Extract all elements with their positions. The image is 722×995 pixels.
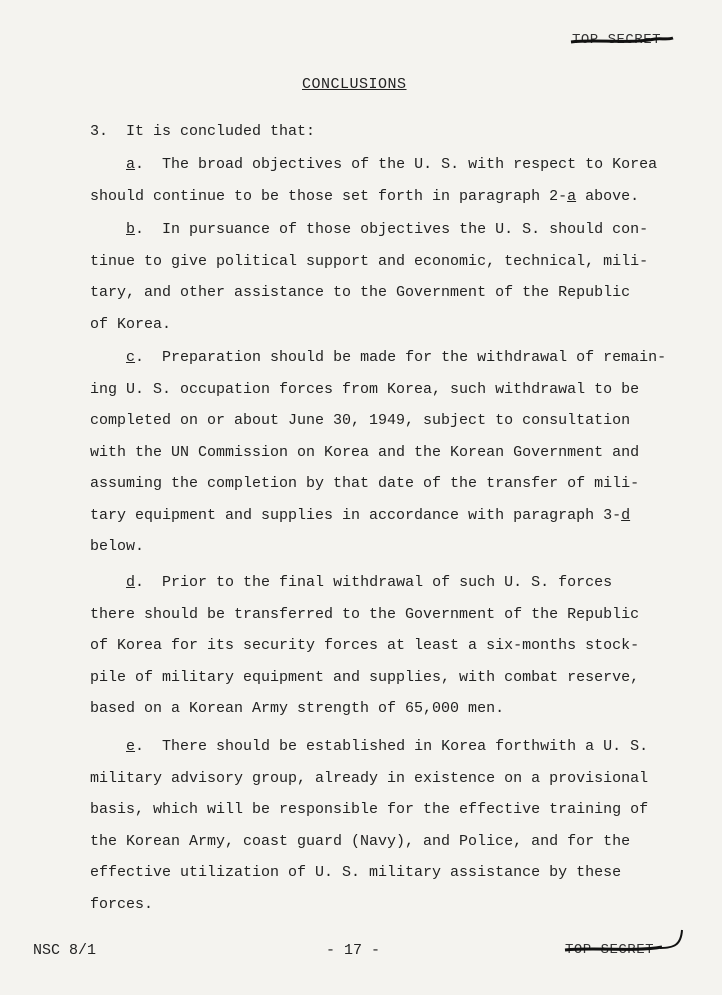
bottom-classification-text: TOP SECRET [565,942,655,958]
paragraph-text: of Korea for its security forces at least a six-months stock- [90,637,640,654]
paragraph-letter: b [126,221,136,238]
paragraph-text: basis, which will be responsible for the effective training of [90,801,649,818]
paragraph-text: . Preparation should be made for the withdrawal of remain- [135,349,667,366]
paragraph-letter: e [126,738,136,755]
paragraph-text: . Prior to the final withdrawal of such U. S. forces [135,574,613,591]
paragraph-text: forces. [90,895,154,913]
paragraph-text: tary, and other assistance to the Government of the Republic [90,284,631,301]
paragraph-text: military advisory group, already in existence on a provisional [90,769,649,787]
paragraph-text: below. [90,538,145,555]
paragraph-letter: c [126,349,136,366]
paragraph-text: tary equipment and supplies in accordance with paragraph 3- [90,506,622,524]
paragraph-3d [90,567,690,725]
document-id: NSC 8/1 [33,942,97,959]
paragraph-text: based on a Korean Army strength of 65,000 men. [90,700,505,717]
paragraph-text: effective utilization of U. S. military assistance by these [90,864,622,881]
redaction-strike-icon [564,928,694,964]
page-title: CONCLUSIONS [302,76,407,93]
paragraph-3b [90,214,690,340]
paragraph-text: . In pursuance of those objectives the U. S. should con- [135,221,649,238]
paragraph-text: pile of military equipment and supplies, with combat reserve, [90,668,640,686]
paragraph-text: completed on or about June 30, 1949, subject to consultation [90,412,631,429]
paragraph-text: of Korea. [90,315,172,333]
paragraph-text: the Korean Army, coast guard (Navy), and Police, and for the [90,832,631,850]
paragraph-3c [90,342,690,563]
paragraph-letter: a [126,156,136,173]
top-classification-stamp [569,28,679,54]
page-number: - 17 - [326,942,381,959]
paragraph-letter: d [126,574,136,591]
paragraph-text: there should be transferred to the Government of the Republic [90,605,640,623]
top-classification-text: TOP SECRET [572,32,662,48]
paragraph-text: above. [576,187,640,205]
paragraph-text: 3. It is concluded that: [90,123,316,140]
paragraph-text: with the UN Commission on Korea and the Korean Government and [90,443,640,461]
bottom-classification-stamp [564,928,694,964]
paragraph-3e [90,731,690,920]
paragraph-3a [90,149,690,212]
paragraph-text: ing U. S. occupation forces from Korea, such withdrawal to be [90,380,640,398]
paragraph-text: tinue to give political support and economic, technical, mili- [90,252,649,270]
paragraph-reference: d [621,506,631,524]
redaction-strike-icon [569,28,679,54]
paragraph-text: assuming the completion by that date of the transfer of mili- [90,475,640,492]
paragraph-text: should continue to be those set forth in paragraph 2- [90,187,568,205]
paragraph-reference: a [567,187,577,205]
paragraph-3-intro [90,116,690,148]
paragraph-text: . The broad objectives of the U. S. with respect to Korea [135,156,658,173]
paragraph-text: . There should be established in Korea forthwith a U. S. [135,738,649,755]
